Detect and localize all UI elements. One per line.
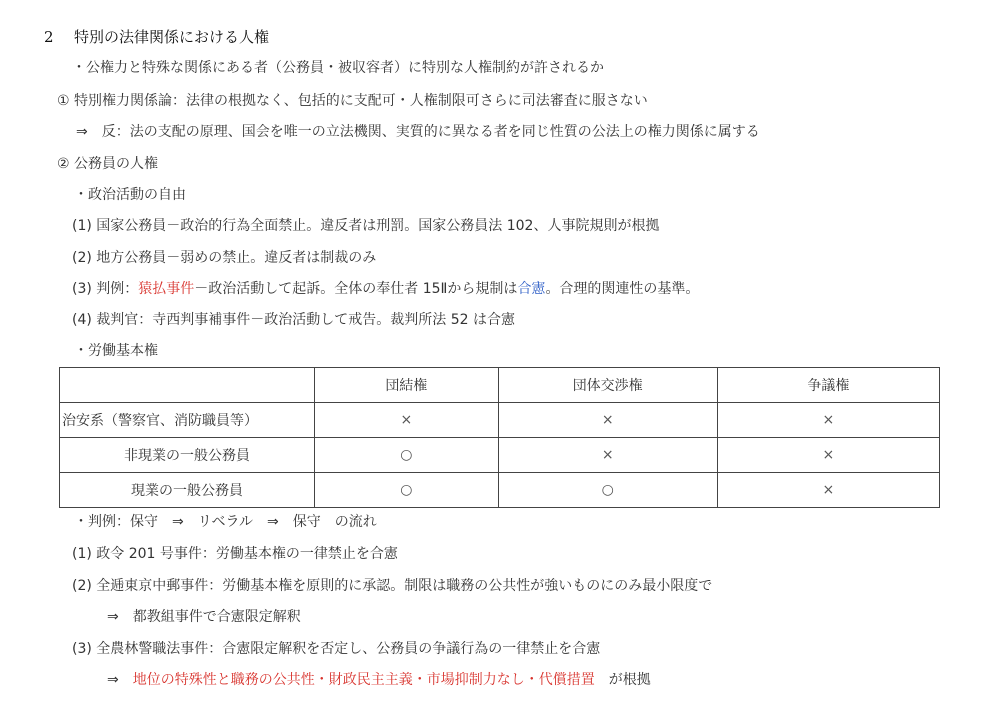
row-label: 現業の一般公務員	[60, 473, 315, 508]
political-freedom-heading: ・政治活動の自由	[74, 187, 186, 203]
sarufutsu-prefix: (3) 判例：	[72, 281, 139, 297]
labor-rights-heading: ・労働基本権	[74, 343, 158, 359]
sarufutsu-result: 合憲	[517, 281, 546, 297]
precedent-item-2-note: ⇒ 都教組事件で合憲限定解釈	[107, 609, 301, 625]
table-header-row	[60, 368, 940, 403]
section-heading	[44, 27, 269, 47]
political-item-1: (1) 国家公務員－政治的行為全面禁止。違反者は刑罰。国家公務員法 102、人事院規則が根拠	[72, 218, 660, 234]
civil-servants-heading	[57, 154, 158, 174]
intro-question: ・公権力と特殊な関係にある者（公務員・被収容者）に特別な人権制約が許されるか	[72, 60, 604, 76]
table-row	[60, 403, 940, 438]
political-item-2: (2) 地方公務員－弱めの禁止。違反者は制裁のみ	[72, 250, 377, 266]
labor-rights-table	[59, 367, 940, 508]
precedent-item-1: (1) 政令 201 号事件：労働基本権の一律禁止を合憲	[72, 546, 398, 562]
table-row	[60, 438, 940, 473]
marker-1: ①	[57, 93, 70, 109]
table-cell: ×	[315, 403, 499, 438]
section-number: 2	[44, 28, 54, 46]
sarufutsu-case-name: 猿払事件	[138, 281, 195, 297]
arrow: ⇒	[107, 672, 133, 688]
grounds-highlight: 地位の特殊性と職務の公共性・財政民主主義・市場抑制力なし・代償措置	[132, 672, 595, 688]
table-cell: ○	[315, 438, 499, 473]
political-item-4: (4) 裁判官：寺西判事補事件－政治活動して戒告。裁判所法 52 は合憲	[72, 312, 515, 328]
special-power-objection: ⇒ 反：法の支配の原理、国会を唯一の立法機関、実質的に異なる者を同じ性質の公法上の権力関係に属する	[76, 124, 760, 140]
table-header-cell: 団体交渉権	[498, 368, 717, 403]
precedent-item-3-note	[107, 670, 651, 690]
special-power-theory	[57, 91, 648, 111]
precedent-item-2: (2) 全逓東京中郵事件：労働基本権を原則的に承認。制限は職務の公共性が強いものにのみ最小限度で	[72, 578, 713, 594]
precedent-item-3: (3) 全農林警職法事件：合憲限定解釈を否定し、公務員の争議行為の一律禁止を合憲	[72, 641, 601, 657]
table-cell: ○	[315, 473, 499, 508]
grounds-suffix: が根拠	[594, 672, 651, 688]
special-power-text: 特別権力関係論：法律の根拠なく、包括的に支配可・人権制限可さらに司法審査に服さない	[74, 93, 648, 109]
political-item-3	[72, 279, 699, 299]
sarufutsu-middle: －政治活動して起訴。全体の奉仕者 15Ⅱから規制は	[194, 281, 518, 297]
precedent-flow: ・判例：保守 ⇒ リベラル ⇒ 保守 の流れ	[74, 514, 377, 530]
row-label: 非現業の一般公務員	[60, 438, 315, 473]
table-header-cell: 団結権	[315, 368, 499, 403]
sarufutsu-suffix: 。合理的関連性の基準。	[545, 281, 700, 297]
row-label: 治安系（警察官、消防職員等）	[60, 403, 315, 438]
section-title: 特別の法律関係における人権	[74, 28, 270, 46]
table-row	[60, 473, 940, 508]
table-cell: ×	[717, 438, 939, 473]
table-header-cell	[60, 368, 315, 403]
table-header-cell: 争議権	[717, 368, 939, 403]
table-cell: ○	[498, 473, 717, 508]
table-cell: ×	[717, 473, 939, 508]
table-cell: ×	[498, 403, 717, 438]
civil-servants-title: 公務員の人権	[74, 156, 159, 172]
table-cell: ×	[498, 438, 717, 473]
marker-2: ②	[57, 156, 70, 172]
table-cell: ×	[717, 403, 939, 438]
